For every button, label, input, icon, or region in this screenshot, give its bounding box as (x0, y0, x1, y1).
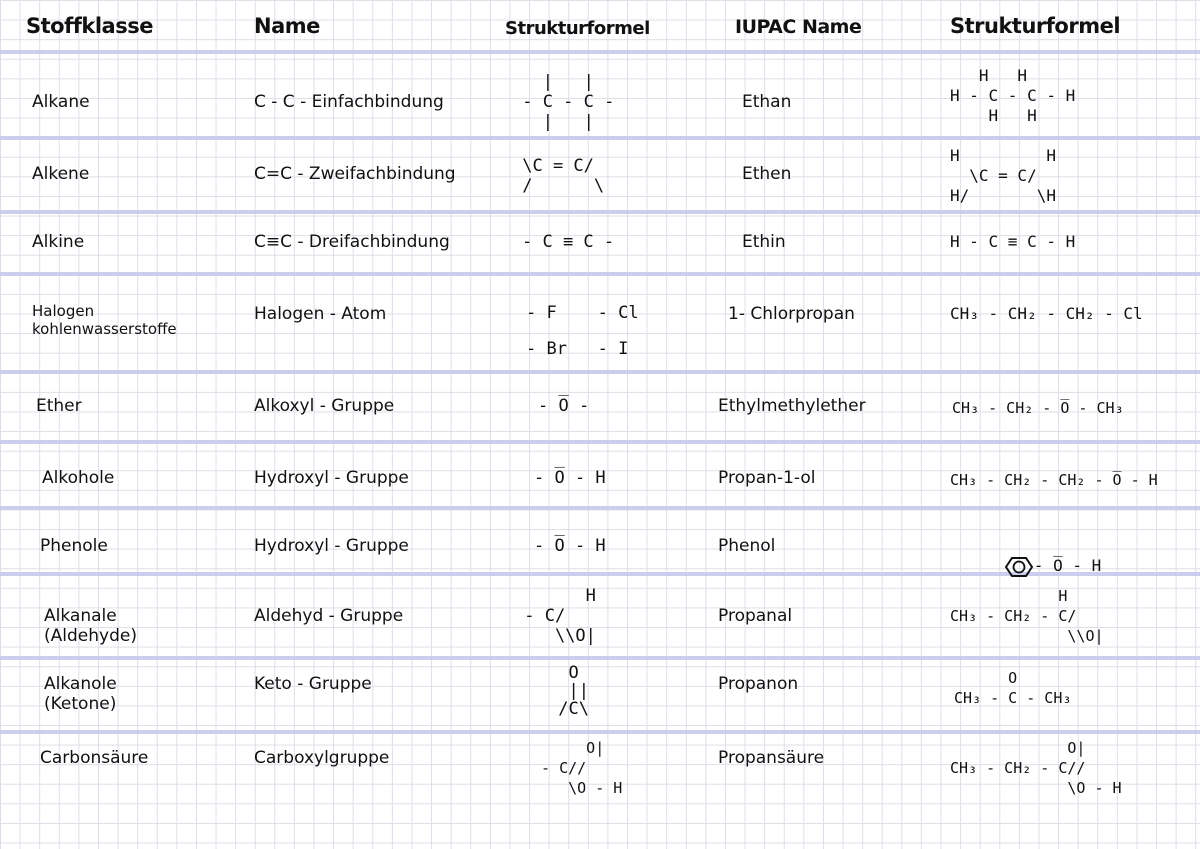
struktur-cell: O| - C// \O - H (541, 739, 623, 797)
struktur2-cell: CH₃ - CH₂ - CH₂ - Cl (950, 304, 1143, 323)
benzene-ring-icon (1004, 557, 1034, 577)
struktur-cell: - F - Cl - Br - I (526, 303, 639, 359)
header-strukturformel-2: Strukturformel (950, 14, 1121, 38)
name-cell: C - C - Einfachbindung (254, 92, 444, 112)
stoffklasse-cell: Alkanole (Ketone) (44, 674, 117, 714)
row-divider (0, 440, 1200, 444)
name-cell: Hydroxyl - Gruppe (254, 468, 409, 488)
iupac-cell: Ethen (742, 164, 792, 184)
struktur-cell: - O̅ - H (534, 536, 606, 556)
stoffklasse-cell: Ether (36, 396, 82, 416)
iupac-cell: Propanon (718, 674, 799, 694)
row-divider (0, 370, 1200, 374)
stoffklasse-cell: Alkine (32, 232, 85, 252)
name-cell: Hydroxyl - Gruppe (254, 536, 409, 556)
struktur2-cell: H - C ≡ C - H (950, 232, 1076, 251)
stoffklasse-cell: Phenole (40, 536, 108, 556)
struktur-cell: | | - C - C - | | (522, 72, 615, 132)
struktur2-cell: CH₃ - CH₂ - CH₂ - O̅ - H (950, 471, 1158, 489)
header-strukturformel: Strukturformel (505, 18, 650, 39)
header-stoffklasse: Stoffklasse (26, 14, 153, 38)
name-cell: Aldehyd - Gruppe (254, 606, 404, 626)
stoffklasse-cell: Alkanale (Aldehyde) (44, 606, 137, 646)
row-divider (0, 272, 1200, 276)
stoffklasse-cell: Halogen kohlenwasserstoffe (32, 302, 177, 338)
stoffklasse-cell: Carbonsäure (40, 748, 149, 768)
row-divider (0, 730, 1200, 734)
name-cell: Alkoxyl - Gruppe (254, 396, 395, 416)
struktur2-cell: H H \C = C/ H/ \H (950, 146, 1056, 205)
name-cell: Carboxylgruppe (254, 748, 390, 768)
stoffklasse-cell: Alkene (32, 164, 90, 184)
struktur2-cell: CH₃ - CH₂ - O̅ - CH₃ (952, 399, 1124, 417)
row-divider (0, 136, 1200, 140)
iupac-cell: 1- Chlorpropan (728, 304, 855, 324)
stoffklasse-cell: Alkane (32, 92, 90, 112)
iupac-cell: Propansäure (718, 748, 825, 768)
header-name: Name (254, 14, 320, 38)
struktur2-cell: H H H - C - C - H H H (950, 66, 1076, 125)
struktur-cell: - O̅ - (538, 396, 590, 416)
row-divider (0, 50, 1200, 54)
struktur-cell: O || /C\ (558, 663, 589, 719)
phenol-suffix: - O̅ - H (1033, 556, 1102, 575)
iupac-cell: Ethan (742, 92, 792, 112)
name-cell: Keto - Gruppe (254, 674, 372, 694)
iupac-cell: Propan-1-ol (718, 468, 816, 488)
stoffklasse-cell: Alkohole (42, 468, 115, 488)
row-divider (0, 656, 1200, 660)
struktur2-cell: H CH₃ - CH₂ - C/ \\O| (950, 587, 1104, 645)
name-cell: Halogen - Atom (254, 304, 387, 324)
header-iupac-name: IUPAC Name (735, 16, 862, 38)
iupac-cell: Propanal (718, 606, 793, 626)
iupac-cell: Ethin (742, 232, 786, 252)
struktur-cell: - C ≡ C - (522, 232, 615, 252)
struktur-cell: H - C/ \\O| (524, 586, 596, 646)
name-cell: C≡C - Dreifachbindung (254, 232, 450, 252)
name-cell: C=C - Zweifachbindung (254, 164, 456, 184)
iupac-cell: Phenol (718, 536, 776, 556)
struktur-cell: - O̅ - H (534, 468, 606, 488)
row-divider (0, 210, 1200, 214)
struktur2-cell: O CH₃ - C - CH₃ (954, 669, 1072, 707)
struktur-cell: \C = C/ / \ (522, 156, 605, 196)
struktur2-cell: O| CH₃ - CH₂ - C// \O - H (950, 739, 1122, 797)
row-divider (0, 506, 1200, 510)
iupac-cell: Ethylmethylether (718, 396, 866, 416)
